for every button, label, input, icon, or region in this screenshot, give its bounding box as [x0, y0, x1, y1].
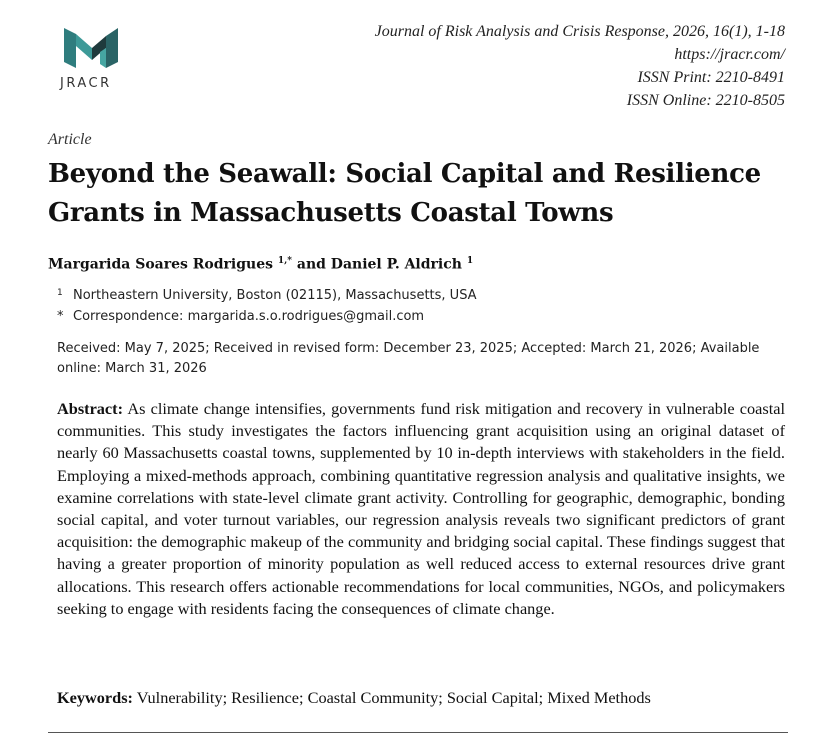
author-joiner: and	[296, 256, 326, 273]
keywords-label: Keywords:	[57, 688, 133, 707]
affiliation-text: Northeastern University, Boston (02115), Massachusetts, USA	[73, 288, 477, 303]
correspondence	[57, 309, 424, 324]
jracr-logo-icon	[62, 26, 120, 70]
author-mark: 1,*	[277, 256, 292, 266]
keywords	[57, 688, 651, 708]
divider	[48, 732, 788, 733]
article-title: Beyond the Seawall: Social Capital and Resilience Grants in Massachusetts Coastal Towns	[48, 159, 761, 228]
author-name: Daniel P. Aldrich	[330, 256, 462, 273]
journal-citation: Journal of Risk Analysis and Crisis Response, 2026, 16(1), 1-18	[374, 23, 785, 40]
journal-logo	[56, 26, 128, 91]
author-line	[48, 256, 473, 273]
correspondence-mark: *	[57, 309, 64, 324]
abstract	[57, 398, 785, 620]
affiliation-mark: 1	[57, 288, 63, 298]
correspondence-text[interactable]: Correspondence: margarida.s.o.rodrigues@gmail.com	[73, 309, 425, 324]
journal-url[interactable]: https://jracr.com/	[674, 46, 785, 63]
keywords-text: Vulnerability; Resilience; Coastal Community; Social Capital; Mixed Methods	[136, 688, 651, 707]
author-name: Margarida Soares Rodrigues	[48, 256, 274, 273]
issn-print: ISSN Print: 2210-8491	[637, 69, 785, 86]
journal-info	[375, 20, 785, 112]
abstract-label: Abstract:	[57, 399, 124, 418]
issn-online: ISSN Online: 2210-8505	[626, 92, 785, 109]
article-dates: Received: May 7, 2025; Received in revised form: December 23, 2025; Accepted: March 21, 2026; Available online: March 31, 2026	[57, 341, 760, 376]
abstract-text: As climate change intensifies, governments fund risk mitigation and recovery in vulnerable coastal communities. This study investigates the factors influencing grant acquisition using an original dataset of nearly 60 Massachusetts coastal towns, supplemented by 10 in-depth interviews with stakeholders in the field. Employing a mixed-methods approach, combining quantitative regression analysis and qualitative insights, we examine correlations with state-level climate grant activity. Controlling for geographic, demographic, bonding social capital, and voter turnout variables, our regression analysis reveals two significant predictors of grant acquisition: the demographic makeup of the community and bridging social capital. These findings suggest that having a greater proportion of minority population as well reduced access to external resources drive grant allocations. This research offers actionable recommendations for local communities, NGOs, and policymakers seeking to engage with residents facing the consequences of climate change.	[57, 399, 785, 618]
logo-text: JRACR	[60, 76, 112, 91]
article-type: Article	[48, 131, 92, 148]
author-mark: 1	[466, 256, 474, 266]
affiliation	[57, 288, 477, 303]
